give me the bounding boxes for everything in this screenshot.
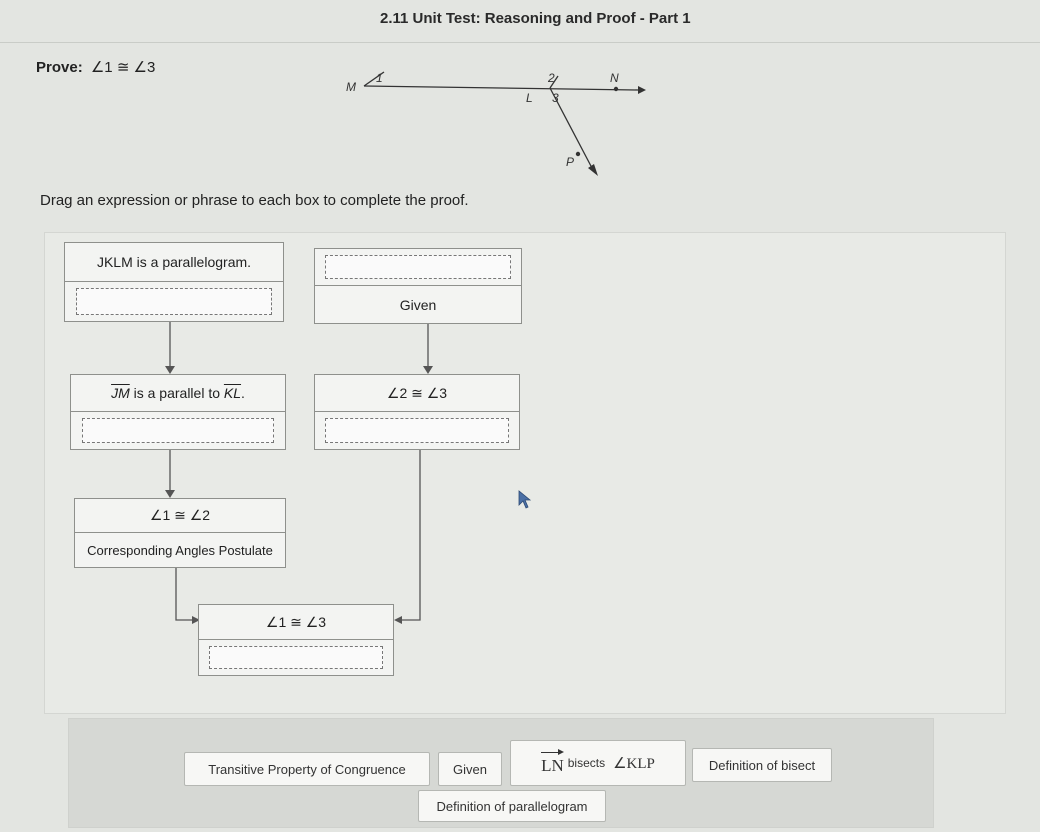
proof-box-2-statement — [315, 249, 521, 286]
reason-text: Given — [399, 296, 437, 313]
tile-label: Transitive Property of Congruence — [208, 761, 406, 777]
proof-box-4-statement — [315, 375, 519, 412]
proof-box-1-reason — [65, 282, 283, 321]
statement-text: ∠1 ≅ ∠2 — [149, 507, 211, 523]
drop-target-box1-reason[interactable] — [76, 288, 272, 315]
tile-label: Definition of parallelogram — [436, 798, 588, 814]
proof-box-6-statement — [199, 605, 393, 640]
label-p: P — [566, 155, 575, 169]
label-angle-1: 1 — [376, 71, 383, 85]
tile-definition-of-bisect[interactable] — [692, 748, 832, 782]
label-angle-3: 3 — [552, 91, 559, 105]
tile-transitive-property[interactable] — [184, 752, 430, 786]
proof-box-3-statement — [71, 375, 285, 412]
tile-label: Definition of bisect — [708, 757, 816, 773]
prove-label: Prove: — [36, 59, 83, 76]
drop-target-box2-statement[interactable] — [325, 255, 510, 279]
parallel-text: is a parallel to — [129, 385, 224, 401]
proof-box-1 — [64, 242, 284, 322]
proof-box-5-statement — [75, 499, 285, 533]
bisects-word: bisects — [567, 756, 606, 770]
statement-end: . — [241, 385, 245, 401]
label-l: L — [526, 91, 533, 105]
prove-goal: ∠1 ≅ ∠3 — [90, 59, 156, 76]
statement-text: JKLM is a parallelogram. — [96, 254, 252, 270]
mouse-pointer-icon — [518, 490, 532, 510]
proof-box-3-reason — [71, 412, 285, 449]
proof-box-5 — [74, 498, 286, 568]
drop-target-box4-reason[interactable] — [325, 418, 509, 443]
statement-text: ∠1 ≅ ∠3 — [265, 613, 327, 630]
tile-ln-bisects-klp[interactable] — [510, 740, 686, 786]
proof-box-2 — [314, 248, 522, 324]
page-title: 2.11 Unit Test: Reasoning and Proof - Part 1 — [380, 10, 691, 27]
proof-box-2-reason — [315, 286, 521, 323]
tile-label: Given — [453, 761, 487, 777]
proof-box-1-statement — [65, 243, 283, 282]
proof-box-6-reason — [199, 640, 393, 675]
drop-target-box6-reason[interactable] — [209, 646, 384, 670]
tile-given[interactable] — [438, 752, 502, 786]
tile-definition-of-parallelogram[interactable] — [418, 790, 606, 822]
drop-target-box3-reason[interactable] — [82, 418, 275, 443]
proof-box-5-reason — [75, 533, 285, 567]
instructions: Drag an expression or phrase to each box to complete the proof. — [40, 192, 469, 209]
proof-box-4-reason — [315, 412, 519, 449]
proof-box-6 — [198, 604, 394, 676]
label-m: M — [346, 80, 356, 94]
segment-jm: JM — [111, 385, 130, 401]
label-angle-2: 2 — [548, 71, 555, 85]
ray-ln: LN — [541, 750, 564, 776]
label-n: N — [610, 71, 619, 85]
segment-kl: KL — [223, 385, 242, 401]
proof-box-3 — [70, 374, 286, 450]
proof-box-4 — [314, 374, 520, 450]
reason-text: Corresponding Angles Postulate — [87, 542, 273, 558]
angle-klp: ∠KLP — [613, 755, 655, 772]
statement-text: ∠2 ≅ ∠3 — [386, 384, 448, 401]
